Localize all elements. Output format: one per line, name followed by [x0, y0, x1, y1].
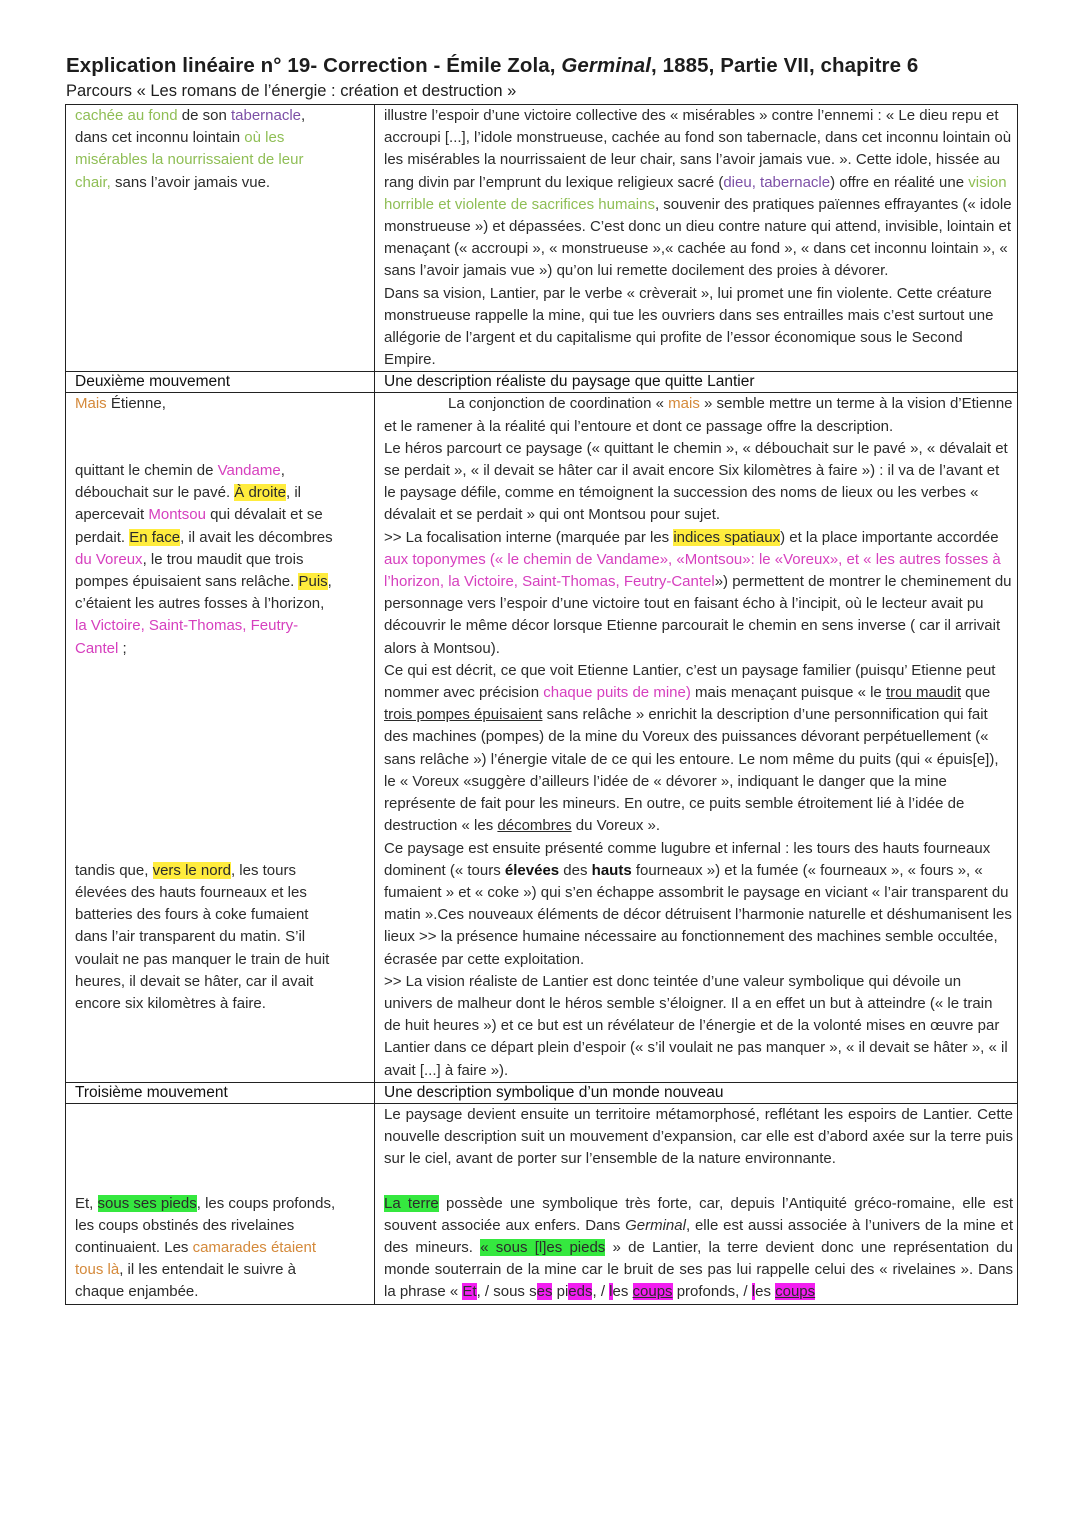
- movement-2-label: Deuxième mouvement: [66, 372, 375, 393]
- text-excerpt-cell: Et, sous ses pieds, les coups profonds, les coups obstinés des rivelaines continuaient. Les camarades étaient tous là, il les entendait le suivre à chaque enjambée.: [66, 1103, 375, 1304]
- movement-3-heading: Une description symbolique d’un monde nouveau: [375, 1082, 1018, 1103]
- commentary-cell: La conjonction de coordination « mais » semble mettre un terme à la vision d’Etienne et le ramener à la réalité qui l’entoure et dont ce passage offre la description. Le héros parcourt ce paysage (« quittant le chemin », « débouchait sur le pavé », « dévalait et se perdait », « il devait se hâter car il avait encore Six kilomètres à faire ») : il va de l’avant et le paysage défile, comme en témoignent la succession des noms de lieux ou les verbes « dévalait et se perdait » qui ont Montsou pour sujet. >> La focalisation interne (marquée par les indices spatiaux) et la place importante accordée aux toponymes (« le chemin de Vandame», «Montsou»: le «Voreux», et « les autres fosses à l’horizon, la Victoire, Saint-Thomas, Feutry-Cantel») permettent de montrer le cheminement du personnage vers l’espoir d’une victoire tout en faisant écho à l’incipit, où le lecteur avait pu découvrir le même décor lorsque Etienne parcourait le chemin en sens inverse ( car il arrivait alors à Montsou). Ce qui est décrit, ce que voit Etienne Lantier, c’est un paysage familier (puisqu’ Etienne peut nommer avec précision chaque puits de mine) mais menaçant puisque « le trou maudit que trois pompes épuisaient sans relâche » enrichit la description d’une personnification qui fait des machines (pompes) de la mine du Voreux des puissances dévorant perpétuellement (« sans relâche ») l’énergie vitale de ce qui les entoure. Le nom même du puits (qui « épuis[e]), le « Voreux «suggère d’ailleurs l’idée de « dévorer », indiquant le danger que la mine représente de fait pour les mineurs. En outre, ce puits semble étroitement lié à l’idée de destruction « les décombres du Voreux ». Ce paysage est ensuite présenté comme lugubre et infernal : les tours des hauts fourneaux dominent (« tours élevées des hauts fourneaux ») et la fumée (« fourneaux », « fours », « fumaient » et « coke ») qui s’en échappe assombrit le paysage en viciant « l’air transparent du matin ».Ces nouveaux éléments de décor détruisent l’harmonie naturelle et déshumanisent les lieux >> la présence humaine nécessaire au fonctionnement des machines semble occultée, écrasée par cette exploitation. >> La vision réaliste de Lantier est donc teintée d’une valeur symbolique qui dévoile un univers de malheur dont le héros semble s’éloigner. Il a en effet un but à atteindre (« le train de huit heures ») et ce but est un révélateur de l’énergie et de la volonté mises en œuvre par Lantier dans ce départ plein d’espoir (« s’il voulait ne pas manquer », « il devait se hâter », « il avait [...] à faire »).: [375, 393, 1018, 1082]
- section-header-row: [66, 372, 1018, 393]
- table-row: [66, 105, 1018, 372]
- movement-3-label: Troisième mouvement: [66, 1082, 375, 1103]
- commentary-cell: Le paysage devient ensuite un territoire métamorphosé, reflétant les espoirs de Lantier. Cette nouvelle description suit un mouvement d’expansion, car elle est d’abord axée sur la terre puis sur le ciel, avant de porter sur l’ensemble de la nature environnante. La terre possède une symbolique très forte, car, depuis l’Antiquité gréco-romaine, elle est souvent associée aux enfers. Dans Germinal, elle est aussi associée à l’univers de la mine et des mineurs. « sous [l]es pieds » de Lantier, la terre devient donc une représentation du monde souterrain de la mine car le bruit de ses pas lui rappelle celui des « rivelaines ». Dans la phrase « Et, / sous ses pieds, / les coups profonds, / les coups: [375, 1103, 1018, 1304]
- movement-2-heading: Une description réaliste du paysage que quitte Lantier: [375, 372, 1018, 393]
- section-header-row: [66, 1082, 1018, 1103]
- table-row: [66, 1103, 1018, 1304]
- document-title: Explication linéaire n° 19- Correction - Émile Zola, Germinal, 1885, Partie VII, chapitre 6: [66, 54, 919, 77]
- commentary-cell: illustre l’espoir d’une victoire collective des « misérables » contre l’ennemi : « Le dieu repu et accroupi [...], l’idole monstrueuse, cachée au fond son tabernacle, dans cet inconnu lointain où les misérables la nourrissaient de leur chair, sans l’avoir jamais vue. ». Cette idole, hissée au rang divin par l’emprunt du lexique religieux sacré (dieu, tabernacle) offre en réalité une vision horrible et violente de sacrifices humains, souvenir des pratiques païennes effrayantes (« idole monstrueuse ») et dépassées. C’est donc un dieu contre nature qui attend, invisible, lointain et menaçant (« accroupi », « monstrueuse »,« cachée au fond », « dans cet inconnu lointain », « sans l’avoir jamais vue ») qu’on lui remette docilement des proies à dévorer. Dans sa vision, Lantier, par le verbe « crèverait », lui promet une fin violente. Cette créature monstrueuse rappelle la mine, qui tue les ouvriers dans ses entrailles mais c’est surtout une allégorie de l’argent et du capitalisme qui profite de l’essor économique sous le Second Empire.: [375, 105, 1018, 372]
- text-excerpt-cell: cachée au fond de son tabernacle, dans cet inconnu lointain où les misérables la nourrissaient de leur chair, sans l’avoir jamais vue.: [66, 105, 375, 372]
- analysis-table: [65, 104, 1018, 1305]
- text-excerpt-cell: Mais Étienne, quittant le chemin de Vandame, débouchait sur le pavé. À droite, il apercevait Montsou qui dévalait et se perdait. En face, il avait les décombres du Voreux, le trou maudit que trois pompes épuisaient sans relâche. Puis, c’étaient les autres fosses à l’horizon, la Victoire, Saint-Thomas, Feutry- Cantel ; tandis que, vers le nord, les tours élevées des hauts fourneaux et les batteries des fours à coke fumaient dans l’air transparent du matin. S’il voulait ne pas manquer le train de huit heures, il devait se hâter, car il avait encore six kilomètres à faire.: [66, 393, 375, 1082]
- table-row: [66, 393, 1018, 1082]
- document-subtitle: Parcours « Les romans de l’énergie : création et destruction »: [66, 82, 517, 100]
